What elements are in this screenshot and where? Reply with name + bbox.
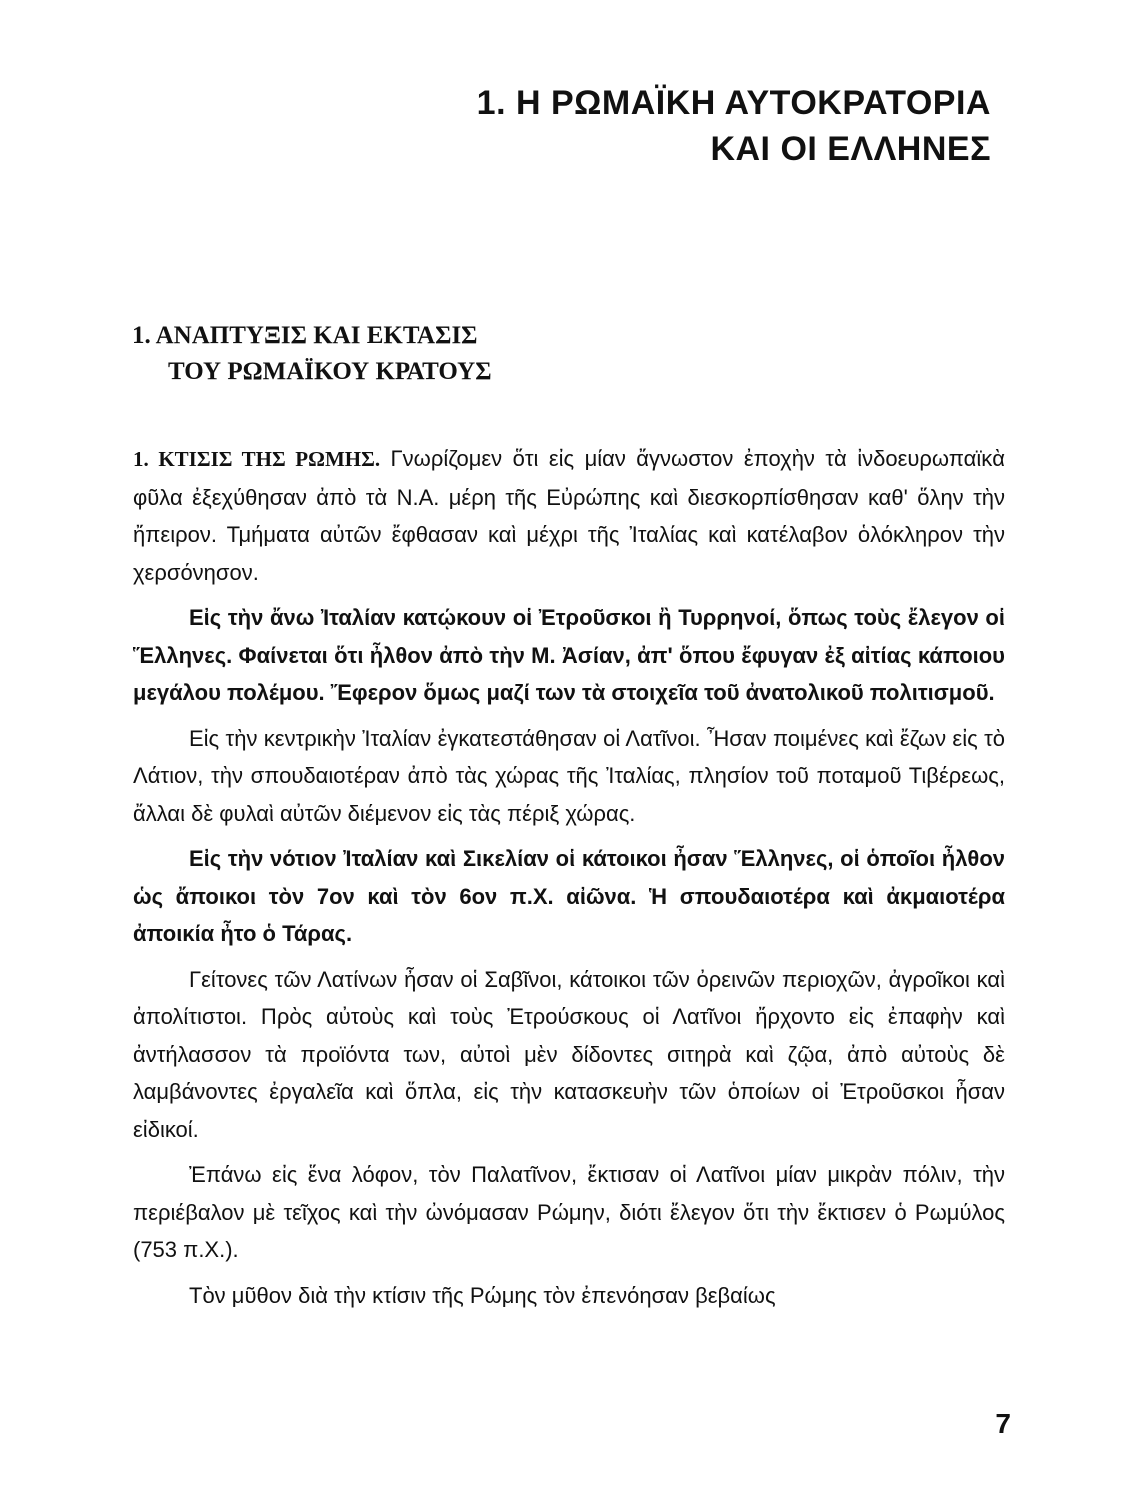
paragraph-1 xyxy=(133,440,1005,591)
body-text xyxy=(133,440,1005,1322)
paragraph-4: Εἰς τὴν νότιον Ἰταλίαν καὶ Σικελίαν οἱ κάτοικοι ἦσαν Ἕλληνες, οἱ ὁποῖοι ἦλθον ὡς ἄποικοι τὸν 7ον καὶ τὸν 6ον π.Χ. αἰῶνα. Ἡ σπουδαιοτέρα καὶ ἀκμαιοτέρα ἀποικία ἦτο ὁ Τάρας. xyxy=(133,846,1005,946)
paragraph-7: Τὸν μῦθον διὰ τὴν κτίσιν τῆς Ρώμης τὸν ἐπενόησαν βεβαίως xyxy=(189,1282,776,1308)
paragraph-5: Γείτονες τῶν Λατίνων ἦσαν οἱ Σαβῖνοι, κάτοικοι τῶν ὀρεινῶν περιοχῶν, ἀγροῖκοι καὶ ἀπολίτιστοι. Πρὸς αὐτοὺς καὶ τοὺς Ἐτρούσκους οἱ Λατῖνοι ἤρχοντο εἰς ἐπαφὴν καὶ ἀντήλασσον τὰ προϊόντα των, αὐτοὶ μὲν δίδοντες σιτηρὰ καὶ ζῷα, ἀπὸ αὐτοὺς δὲ λαμβάνοντες ἐργαλεῖα καὶ ὅπλα, εἰς τὴν κατασκευὴν τῶν ὁποίων οἱ Ἐτροῦσκοι ἦσαν εἰδικοί. xyxy=(133,966,1005,1142)
section-title xyxy=(132,318,492,390)
paragraph-3: Εἰς τὴν κεντρικὴν Ἰταλίαν ἐγκατεστάθησαν οἱ Λατῖνοι. Ἦσαν ποιμένες καὶ ἔζων εἰς τὸ Λάτιον, τὴν σπουδαιοτέραν ἀπὸ τὰς χώρας τῆς Ἰταλίας, πλησίον τοῦ ποταμοῦ Τιβέρεως, ἄλλαι δὲ φυλαὶ αὐτῶν διέμενον εἰς τὰς πέριξ χώρας. xyxy=(133,725,1005,826)
chapter-title xyxy=(477,80,991,172)
section-title-line-2: ΤΟΥ ΡΩΜΑΪΚΟΥ ΚΡΑΤΟΥΣ xyxy=(168,358,492,385)
subsection-heading: 1. ΚΤΙΣΙΣ ΤΗΣ ΡΩΜΗΣ. xyxy=(133,447,381,471)
paragraph-1-text: Γνωρίζομεν ὅτι εἰς μίαν ἄγνωστον ἐποχὴν τὰ ἰνδοευρωπαϊκὰ φῦλα ἐξεχύθησαν ἀπὸ τὰ Ν.Α. μέρη τῆς Εὐρώπης καὶ διεσκορπίσθησαν καθ' ὅλην τὴν ἤπειρον. Τμήματα αὐτῶν ἔφθασαν καὶ μέχρι τῆς Ἰταλίας καὶ κατέλαβον ὁλόκληρον τὴν χερσόνησον. xyxy=(133,446,1005,585)
section-title-line-1: 1. ΑΝΑΠΤΥΞΙΣ ΚΑΙ ΕΚΤΑΣΙΣ xyxy=(132,322,478,349)
chapter-title-line-2: ΚΑΙ ΟΙ ΕΛΛΗΝΕΣ xyxy=(710,130,991,168)
paragraph-2: Εἰς τὴν ἄνω Ἰταλίαν κατῴκουν οἱ Ἐτροῦσκοι ἢ Τυρρηνοί, ὅπως τοὺς ἔλεγον οἱ Ἕλληνες. Φαίνεται ὅτι ἦλθον ἀπὸ τὴν Μ. Ἀσίαν, ἀπ' ὅπου ἔφυγαν ἐξ αἰτίας κάποιου μεγάλου πολέμου. Ἔφερον ὅμως μαζί των τὰ στοιχεῖα τοῦ ἀνατολικοῦ πολιτισμοῦ. xyxy=(133,605,1005,705)
paragraph-6: Ἐπάνω εἰς ἕνα λόφον, τὸν Παλατῖνον, ἔκτισαν οἱ Λατῖνοι μίαν μικρὰν πόλιν, τὴν περιέβαλον μὲ τεῖχος καὶ τὴν ὠνόμασαν Ρώμην, διότι ἔλεγον ὅτι τὴν ἔκτισεν ὁ Ρωμύλος (753 π.Χ.). xyxy=(133,1162,1005,1262)
chapter-title-line-1: 1. Η ΡΩΜΑΪΚΗ ΑΥΤΟΚΡΑΤΟΡΙΑ xyxy=(476,84,991,122)
page-number: 7 xyxy=(995,1408,1011,1439)
